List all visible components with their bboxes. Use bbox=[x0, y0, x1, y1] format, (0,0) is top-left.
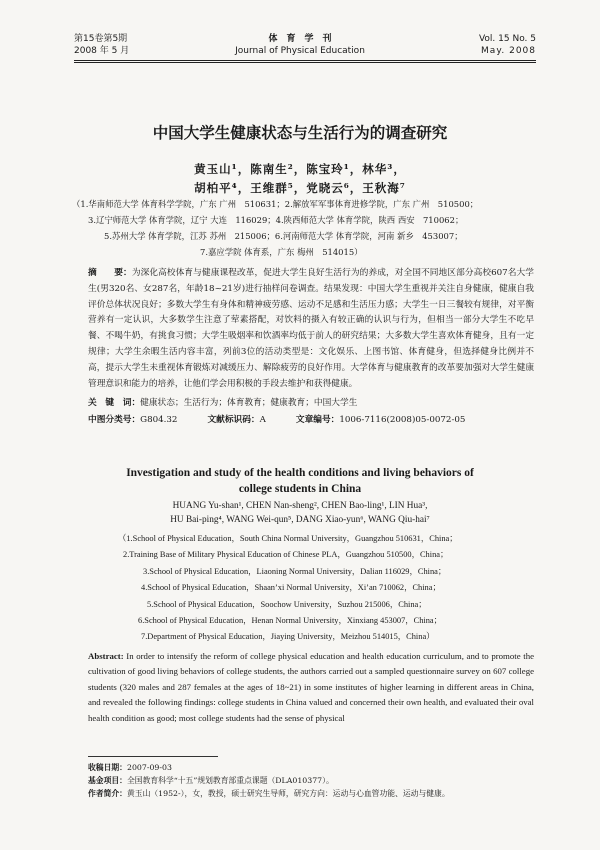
abstract-cn-text: 为深化高校体育与健康课程改革，促进大学生良好生活行为的养成，对全国不同地区部分高校607名大学生(男320名、女287名，年龄18~21岁)进行抽样问卷调查。结果发现：中国大学生重视并关注自身健康，健康自我评价总体状况良好；多数大学生有身体和精神疲劳感、运动不足感和生活压力感；大学生一日三餐较有规律，对平衡营养有一定认识，大多数学生注意了荤素搭配，对饮料的摄入有较正确的认识与行为，但相当一部分大学生不吃早餐、不喝牛奶，有挑食习惯；大学生吸烟率和饮酒率均低于前人的研究结果；大多数大学生喜欢体育健身，且有一定规律；大学生余暇生活内容丰富，列前3位的活动类型是：文化娱乐、上图书馆、体育健身，但选择健身比例并不高，提示大学生未重视体育锻炼对减缓压力、解除疲劳的良好作用。大学体育与健康教育的改革要加强对大学生健康管理意识和能力的培养，让他们学会用积极的手段去维护和获得健康。 bbox=[88, 268, 534, 389]
authors-en-line2: HU Bai-ping⁴, WANG Wei-qun⁵, DANG Xiao-yun⁶, WANG Qiu-hai⁷ bbox=[170, 515, 430, 525]
keywords-cn bbox=[88, 396, 357, 412]
clc-label: 中图分类号： bbox=[88, 415, 141, 425]
header-journal-en: Journal of Physical Education bbox=[235, 46, 365, 56]
header-volume-en: Vol. 15 No. 5 bbox=[478, 34, 536, 44]
doc-code-label: 文献标识码： bbox=[207, 415, 260, 425]
affiliation-en-5: 5.School of Physical Education，Soochow University，Suzhou 215006，China； bbox=[147, 600, 427, 609]
authors-cn-line2: 胡柏平⁴，王维群⁵，党晓云⁶，王秋海⁷ bbox=[194, 181, 406, 195]
affiliation-en-2: 2.Training Base of Military Physical Education of Chinese PLA，Guangzhou 510500，China； bbox=[123, 550, 449, 559]
affiliation-en-6: 6.School of Physical Education，Henan Normal University，Xinxiang 453007，China； bbox=[138, 616, 443, 625]
affiliation-cn-3: 5.苏州大学 体育学院，江苏 苏州 215006；6.河南师范大学 体育学院，河南 新乡 453007； bbox=[104, 231, 463, 241]
header-rule-bottom bbox=[74, 62, 536, 63]
fund-label: 基金项目： bbox=[88, 776, 127, 785]
header-date-en: May. 2008 bbox=[481, 46, 536, 56]
header-journal-cn: 体 育 学 刊 bbox=[268, 34, 332, 44]
classification-cn bbox=[88, 413, 465, 429]
authors-en-line1: HUANG Yu-shan¹, CHEN Nan-sheng², CHEN Bao-ling¹, LIN Hua³, bbox=[172, 501, 428, 511]
keywords-cn-text: 健康状态；生活行为；体育教育；健康教育；中国大学生 bbox=[140, 398, 358, 408]
article-id-label: 文章编号： bbox=[295, 415, 340, 425]
affiliation-en-7: 7.Department of Physical Education，Jiaying University，Meizhou 514015，China） bbox=[141, 632, 435, 641]
header-date-cn: 2008 年 5 月 bbox=[74, 46, 130, 56]
author-bio-label: 作者简介： bbox=[88, 789, 127, 798]
author-bio-value: 黄玉山（1952-），女，教授，硕士研究生导师，研究方向：运动与心血管功能、运动与健康。 bbox=[126, 789, 450, 798]
footnote-rule bbox=[88, 756, 218, 757]
paper-title-cn: 中国大学生健康状态与生活行为的调查研究 bbox=[152, 124, 448, 142]
affiliation-en-4: 4.School of Physical Education，Shaan’xi Normal University，Xi’an 710062，China； bbox=[141, 583, 441, 592]
abstract-en bbox=[88, 649, 534, 743]
footnote-author bbox=[88, 787, 450, 800]
received-label: 收稿日期： bbox=[88, 763, 127, 772]
abstract-cn-label: 摘 要： bbox=[88, 268, 132, 278]
article-id-value: 1006-7116(2008)05-0072-05 bbox=[339, 415, 466, 425]
footnote-fund bbox=[88, 774, 334, 787]
abstract-en-label: Abstract: bbox=[88, 651, 124, 661]
abstract-en-text: In order to intensify the reform of college physical education and health education curriculum, and to promote the cultivation of good living behaviors of college students, the authors carried out a sampled questionnaire survey on 607 college students (320 males and 287 females at the ages of 18~21) in some institutes of higher learning in different areas in China, and revealed the following findings: college students in China valued and concerned their own health, and evaluated their oval health condition as good; most college students had the sense of physical bbox=[88, 651, 534, 723]
header-rule-top bbox=[74, 60, 536, 61]
authors-cn-line1: 黄玉山¹，陈南生²，陈宝玲¹，林华³， bbox=[194, 162, 406, 176]
abstract-cn bbox=[88, 266, 534, 392]
fund-value: 全国教育科学“十五”规划教育部重点课题（DLA010377）。 bbox=[126, 776, 334, 785]
keywords-cn-label: 关 键 词： bbox=[88, 398, 141, 408]
affiliation-en-1: （1.School of Physical Education，South China Normal University，Guangzhou 510631，China； bbox=[118, 534, 458, 543]
paper-title-en-line1: Investigation and study of the health conditions and living behaviors of bbox=[126, 467, 474, 479]
footnote-received bbox=[88, 761, 172, 774]
clc-value: G804.32 bbox=[140, 415, 178, 425]
doc-code-value: A bbox=[259, 415, 266, 425]
affiliation-cn-4: 7.嘉应学院 体育系，广东 梅州 514015） bbox=[200, 247, 363, 257]
paper-title-en-line2: college students in China bbox=[238, 483, 362, 495]
affiliation-cn-1: （1.华南师范大学 体育科学学院，广东 广州 510631；2.解放军军事体育进修学院，广东 广州 510500； bbox=[72, 199, 479, 209]
affiliation-cn-2: 3.辽宁师范大学 体育学院，辽宁 大连 116029；4.陕西师范大学 体育学院，陕西 西安 710062； bbox=[88, 215, 464, 225]
affiliation-en-3: 3.School of Physical Education，Liaoning Normal University，Dalian 116029，China； bbox=[143, 567, 447, 576]
header-volume-cn: 第15卷第5期 bbox=[74, 34, 128, 44]
received-value: 2007-09-03 bbox=[126, 763, 172, 772]
